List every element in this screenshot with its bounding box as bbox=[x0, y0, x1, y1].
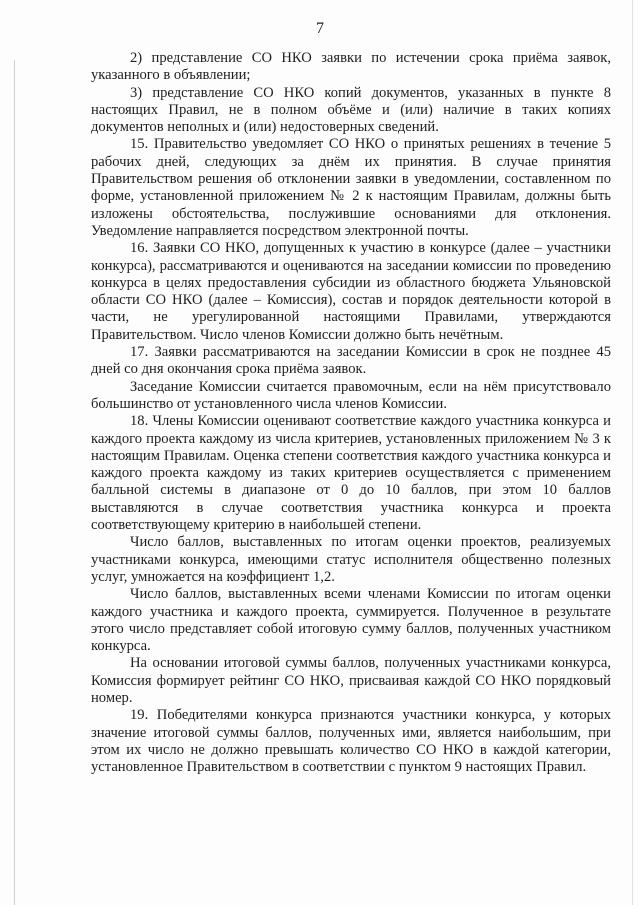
paragraph-score-sum: Число баллов, выставленных всеми членами Комиссии по итогам оценки каждого участника и каждого проекта, суммируется. Полученное в результате этого число представляет собой итоговую сумму баллов, полученных участником конкурса. bbox=[91, 586, 611, 655]
paragraph-item-3: 3) представление СО НКО копий документов, указанных в пункте 8 настоящих Правил, не в полном объёме и (или) наличие в таких копиях документов неполных и (или) недостоверных сведений. bbox=[91, 84, 611, 136]
page-number: 7 bbox=[316, 20, 324, 37]
paragraph-clause-19: 19. Победителями конкурса признаются участники конкурса, у которых значение итоговой суммы баллов, полученных ими, является наибольшим, при этом их число не должно превышать количество СО НКО в каждой категории, установленное Правительством в соответствии с пунктом 9 настоящих Правил. bbox=[91, 707, 611, 776]
scan-edge-right bbox=[632, 0, 633, 905]
scan-edge-left bbox=[14, 60, 15, 905]
paragraph-item-2: 2) представление СО НКО заявки по истечении срока приёма заявок, указанного в объявлении; bbox=[91, 50, 611, 84]
document-body bbox=[91, 50, 611, 776]
paragraph-rating: На основании итоговой суммы баллов, полученных участниками конкурса, Комиссия формирует рейтинг СО НКО, присваивая каждой СО НКО порядковый номер. bbox=[91, 655, 611, 706]
paragraph-clause-18: 18. Члены Комиссии оценивают соответствие каждого участника конкурса и каждого проекта каждому из числа критериев, установленных приложением № 3 к настоящим Правилам. Оценка степени соответствия каждого участника конкурса и каждого проекта каждому из таких критериев осуществляется с применением балльной системы в диапазоне от 0 до 10 баллов, при этом 10 баллов выставляются в случае соответствия участника конкурса и проекта соответствующему критерию в наибольшей степени. bbox=[91, 413, 611, 534]
paragraph-clause-15: 15. Правительство уведомляет СО НКО о принятых решениях в течение 5 рабочих дней, следующих за днём их принятия. В случае принятия Правительством решения об отклонении заявки в уведомлении, составленном по форме, установленной приложением № 2 к настоящим Правилам, должны быть изложены обстоятельства, послужившие основаниями для отклонения. Уведомление направляется посредством электронной почты. bbox=[91, 136, 611, 239]
paragraph-clause-17: 17. Заявки рассматриваются на заседании Комиссии в срок не позднее 45 дней со дня окончания срока приёма заявок. bbox=[91, 344, 611, 378]
paragraph-clause-16: 16. Заявки СО НКО, допущенных к участию в конкурсе (далее – участники конкурса), рассматриваются и оцениваются на заседании комиссии по проведению конкурса в целях предоставления субсидии из областного бюджета Ульяновской области СО НКО (далее – Комиссия), состав и порядок деятельности которой в части, не урегулированной настоящими Правилами, утверждаются Правительством. Число членов Комиссии должно быть нечётным. bbox=[91, 240, 611, 343]
paragraph-coefficient: Число баллов, выставленных по итогам оценки проектов, реализуемых участниками конкурса, имеющими статус исполнителя общественно полезных услуг, умножается на коэффициент 1,2. bbox=[91, 534, 611, 585]
paragraph-quorum: Заседание Комиссии считается правомочным, если на нём присутствовало большинство от установленного числа членов Комиссии. bbox=[91, 378, 611, 412]
